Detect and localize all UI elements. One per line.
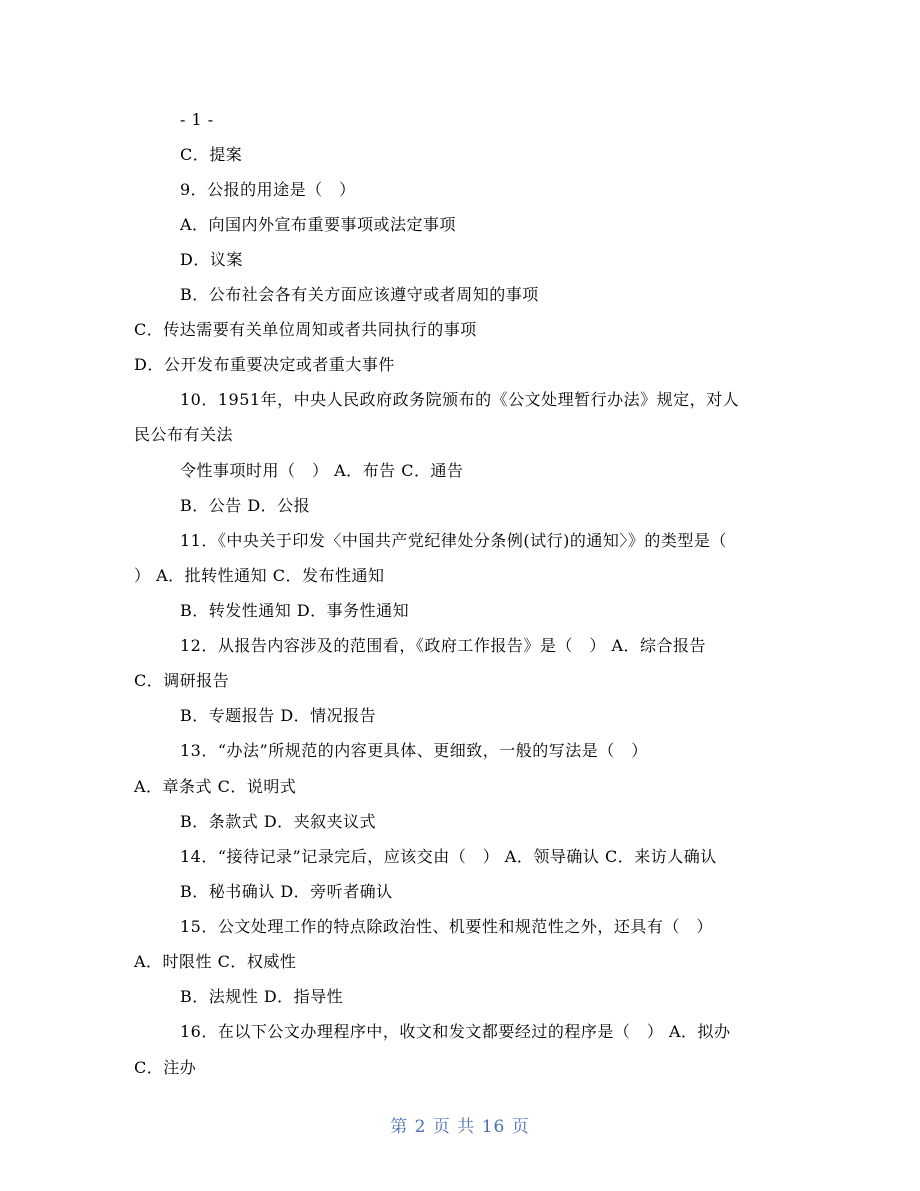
option-line: B．公告 D．公报 (180, 496, 311, 515)
option-line: C．提案 (180, 145, 243, 164)
option-line: C．传达需要有关单位周知或者共同执行的事项 (134, 320, 477, 339)
option-line: C．注办 (134, 1058, 197, 1077)
question-line: 12．从报告内容涉及的范围看，《政府工作报告》是（ ） A．综合报告 (180, 636, 707, 655)
page-footer: 第 2 页 共 16 页 (390, 1117, 530, 1137)
question-line: 16．在以下公文办理程序中，收文和发文都要经过的程序是（ ） A．拟办 (180, 1022, 731, 1041)
option-line: B．法规性 D．指导性 (180, 987, 344, 1006)
option-line: D．议案 (180, 250, 243, 269)
question-line: 令性事项时用（ ） A．布告 C．通告 (180, 461, 464, 480)
question-line: 11．《中央关于印发〈中国共产党纪律处分条例(试行)的通知〉》的类型是（ (180, 531, 727, 550)
option-line: B．专题报告 D．情况报告 (180, 706, 377, 725)
option-line: A．章条式 C．说明式 (134, 777, 297, 796)
option-line: B．公布社会各有关方面应该遵守或者周知的事项 (180, 285, 539, 304)
question-line: 9．公报的用途是（ ） (180, 180, 356, 199)
question-line: 14．“接待记录”记录完后，应该交由（ ） A．领导确认 C．来访人确认 (180, 847, 717, 866)
option-line: B．秘书确认 D．旁听者确认 (180, 882, 393, 901)
option-line: ） A．批转性通知 C．发布性通知 (134, 566, 385, 585)
page-number-marker: - 1 - (180, 110, 214, 129)
option-line: C．调研报告 (134, 671, 230, 690)
option-line: D．公开发布重要决定或者重大事件 (134, 355, 395, 374)
option-line: B．转发性通知 D．事务性通知 (180, 601, 410, 620)
question-line: 13．“办法”所规范的内容更具体、更细致，一般的写法是（ ） (180, 741, 648, 760)
question-line: 10．1951年，中央人民政府政务院颁布的《公文处理暂行办法》规定，对人 (180, 390, 740, 409)
option-line: B．条款式 D．夹叙夹议式 (180, 812, 377, 831)
option-line: A．时限性 C．权威性 (134, 952, 297, 971)
question-line: 15．公文处理工作的特点除政治性、机要性和规范性之外，还具有（ ） (180, 917, 713, 936)
question-line: 民公布有关法 (134, 425, 234, 444)
option-line: A．向国内外宣布重要事项或法定事项 (180, 215, 457, 234)
